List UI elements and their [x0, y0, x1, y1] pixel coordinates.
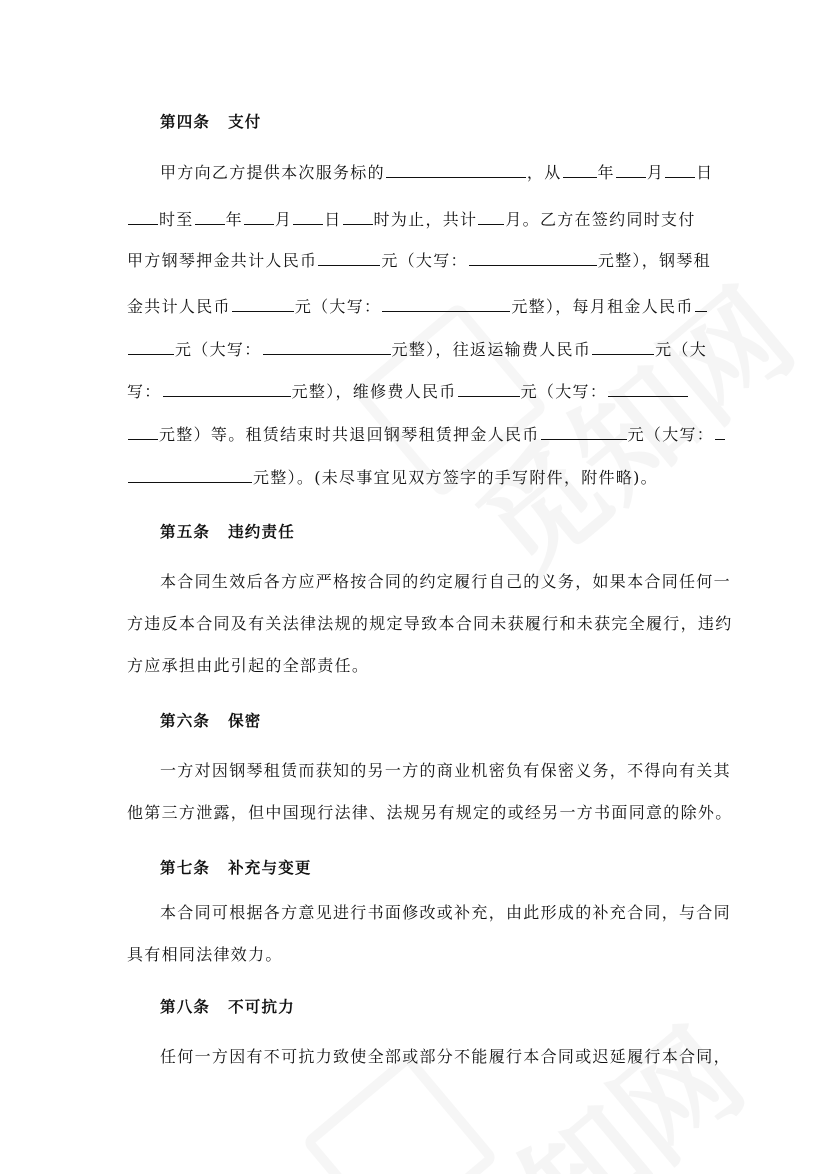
- blank-field[interactable]: [458, 381, 520, 397]
- section-4-line-4: 金共计人民币 元（大写： 元整），每月租金人民币: [127, 296, 708, 316]
- blank-field[interactable]: [665, 162, 695, 178]
- section-5-line-3: 方应承担由此引起的全部责任。: [127, 656, 370, 675]
- section-5-line-1: 本合同生效后各方应严格按合同的约定履行自己的义务，如果本合同任何一: [160, 572, 731, 591]
- section-4-body: [127, 0, 715, 500]
- blank-field[interactable]: [232, 296, 294, 312]
- blank-field[interactable]: [318, 250, 380, 266]
- blank-field[interactable]: [128, 209, 158, 225]
- blank-field[interactable]: [128, 339, 174, 355]
- blank-field[interactable]: [263, 339, 391, 355]
- section-7-heading: [160, 856, 312, 878]
- blank-field[interactable]: [293, 209, 323, 225]
- blank-field[interactable]: [715, 424, 725, 440]
- section-6-title: 保密: [228, 711, 262, 730]
- blank-field[interactable]: [592, 339, 654, 355]
- blank-field[interactable]: [195, 209, 225, 225]
- section-5-heading: [160, 520, 295, 542]
- section-5-title: 违约责任: [228, 522, 295, 541]
- blank-field[interactable]: [563, 162, 597, 178]
- blank-field[interactable]: [343, 209, 373, 225]
- blank-field[interactable]: [163, 381, 291, 397]
- blank-field[interactable]: [128, 467, 252, 483]
- blank-field[interactable]: [478, 209, 504, 225]
- section-7-number: 第七条: [160, 858, 211, 877]
- section-4-line-6: 写： 元整），维修费人民币 元（大写：: [127, 381, 689, 401]
- blank-field[interactable]: [616, 162, 646, 178]
- section-8-title: 不可抗力: [228, 997, 295, 1016]
- blank-field[interactable]: [541, 424, 627, 440]
- section-6-line-1: 一方对因钢琴租赁而获知的另一方的商业机密负有保密义务，不得向有关其: [160, 761, 731, 780]
- blank-field[interactable]: [608, 381, 688, 397]
- blank-field[interactable]: [244, 209, 274, 225]
- section-4-line-7: 元整）等。租赁结束时共退回钢琴租赁押金人民币 元（大写：: [127, 424, 726, 444]
- section-4-line-8: 元整）。(未尽事宜见双方签字的手写附件，附件略)。: [127, 467, 658, 487]
- section-6-heading: [160, 709, 262, 731]
- blank-field[interactable]: [695, 296, 707, 312]
- section-4-line-5: 元（大写： 元整），往返运输费人民币 元（大: [127, 339, 707, 359]
- section-4-line-1: 甲方向乙方提供本次服务标的 ，从 年 月 日: [160, 163, 714, 182]
- section-5-line-2: 方违反本合同及有关法律法规的规定导致本合同未获履行和未获完全履行，违约: [127, 614, 733, 633]
- section-6-line-2: 他第三方泄露，但中国现行法律、法规另有规定的或经另一方书面同意的除外。: [127, 803, 733, 822]
- section-7-title: 补充与变更: [228, 858, 312, 877]
- section-4-title: 支付: [228, 112, 262, 131]
- blank-field[interactable]: [128, 424, 158, 440]
- blank-field[interactable]: [386, 162, 526, 178]
- section-8-number: 第八条: [160, 997, 211, 1016]
- section-4-line-2: 时至 年 月 日 时为止，共计 月。乙方在签约同时支付: [127, 209, 696, 229]
- section-4-number: 第四条: [160, 112, 211, 131]
- section-8-line-1: 任何一方因有不可抗力致使全部或部分不能履行本合同或迟延履行本合同，: [160, 1047, 731, 1066]
- section-7-line-1: 本合同可根据各方意见进行书面修改或补充，由此形成的补充合同，与合同: [160, 903, 731, 922]
- blank-field[interactable]: [469, 250, 597, 266]
- blank-field[interactable]: [382, 296, 510, 312]
- section-6-number: 第六条: [160, 711, 211, 730]
- section-5-number: 第五条: [160, 522, 211, 541]
- section-7-line-2: 具有相同法律效力。: [127, 945, 283, 964]
- section-4-line-3: 甲方钢琴押金共计人民币 元（大写： 元整），钢琴租: [127, 251, 711, 270]
- section-8-heading: [160, 995, 295, 1017]
